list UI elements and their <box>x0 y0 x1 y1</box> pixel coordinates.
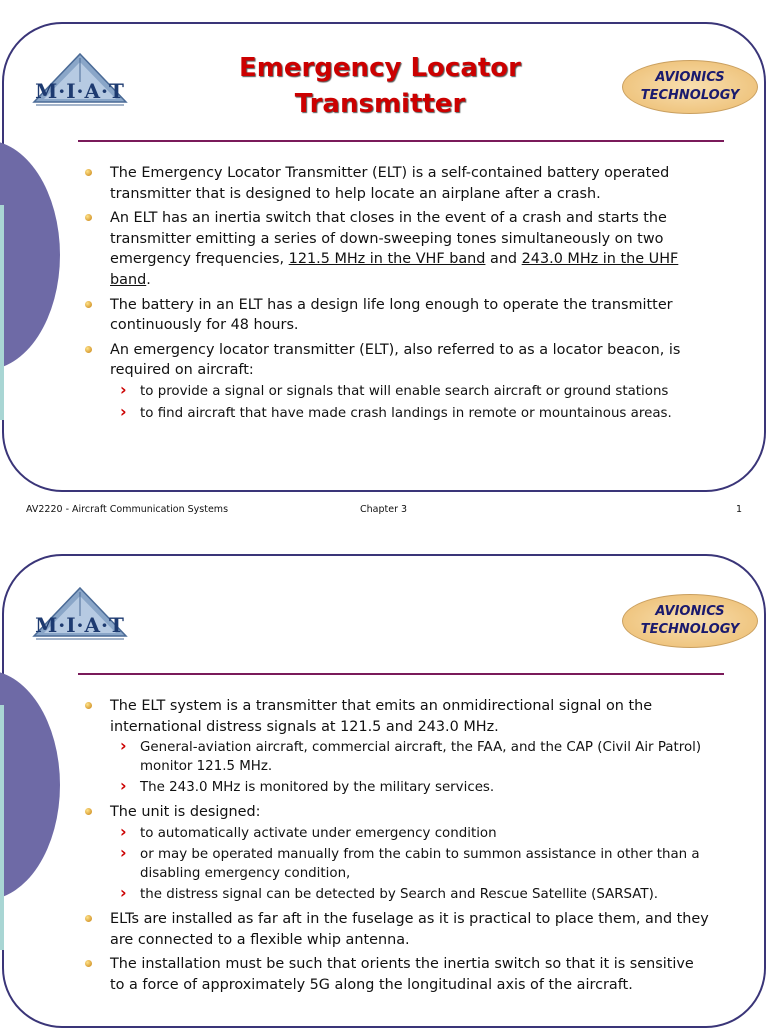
footer-page-number: 1 <box>736 504 743 515</box>
bullet-text: The ELT system is a transmitter that emits an onmidirectional signal on the international distress signals at 121.5 and 243.0 MHz. <box>110 698 653 735</box>
badge-line-2: TECHNOLOGY <box>640 88 740 103</box>
avionics-badge <box>622 594 758 648</box>
bullet-text: The unit is designed: <box>110 803 261 820</box>
bullet-item <box>82 696 712 798</box>
title-line-1: Emergency Locator <box>239 53 521 83</box>
bullet-item <box>82 802 712 905</box>
bullet-text: The Emergency Locator Transmitter (ELT) is a self-contained battery operated transmitter that is designed to help locate an airplane after a crash. <box>110 165 670 202</box>
sub-bullet-item: › The 243.0 MHz is monitored by the military services. <box>110 779 712 798</box>
svg-text:M·I·A·T: M·I·A·T <box>35 613 125 637</box>
sub-bullet-item: › or may be operated manually from the cabin to summon assistance in other than a disabling emergency condition, <box>110 846 712 883</box>
bullet-text: The installation must be such that orients the inertia switch so that it is sensitive to a force of approximately 5G along the longitudinal axis of the aircraft. <box>110 956 694 993</box>
title-divider <box>78 140 724 142</box>
sub-bullet-item: › to automatically activate under emergency condition <box>110 825 712 844</box>
bullet-text: . <box>146 271 151 288</box>
sub-bullet-item: › the distress signal can be detected by Search and Rescue Satellite (SARSAT). <box>110 886 712 905</box>
bullet-list <box>82 696 712 995</box>
miat-logo <box>26 52 134 112</box>
slide-content <box>82 696 712 999</box>
bullet-item <box>82 163 712 204</box>
bullet-text: and <box>485 251 522 268</box>
sub-bullet-item: › General-aviation aircraft, commercial aircraft, the FAA, and the CAP (Civil Air Patrol) monitor 121.5 MHz. <box>110 739 712 776</box>
bullet-item <box>82 954 712 995</box>
bullet-item <box>82 340 712 423</box>
footer-chapter: Chapter 3 <box>360 504 408 515</box>
badge-line-1: AVIONICS <box>655 70 725 85</box>
svg-text:M·I·A·T: M·I·A·T <box>35 79 125 103</box>
sub-bullet-list <box>110 383 712 423</box>
slide-title <box>200 50 560 122</box>
bullet-text: An emergency locator transmitter (ELT), also referred to as a locator beacon, is required on aircraft: <box>110 341 681 379</box>
badge-line-2: TECHNOLOGY <box>640 622 740 637</box>
badge-line-1: AVIONICS <box>655 604 725 619</box>
uhf-frequency-link[interactable]: 243.0 MHz in the UHF band <box>110 251 679 288</box>
vhf-frequency-link[interactable]: 121.5 MHz in the VHF band <box>288 251 486 268</box>
slide-content <box>82 163 712 427</box>
sub-bullet-list <box>110 739 712 798</box>
avionics-badge <box>622 60 758 114</box>
bullet-text: The battery in an ELT has a design life long enough to operate the transmitter continuously for 48 hours. <box>110 296 673 334</box>
decorative-bar <box>0 205 4 420</box>
sub-bullet-list <box>110 825 712 905</box>
bullet-text: ELTs are installed as far aft in the fuselage as it is practical to place them, and they are connected to a flexible whip antenna. <box>110 910 709 948</box>
title-divider <box>78 673 724 675</box>
bullet-item <box>82 208 712 290</box>
bullet-text: An ELT has an inertia switch that closes in the event of a crash and starts the transmitter emitting a series of down-sweeping tones simultaneously on two emergency frequencies, <box>110 210 667 268</box>
miat-logo <box>26 586 134 646</box>
sub-bullet-item: › to find aircraft that have made crash landings in remote or mountainous areas. <box>110 405 712 424</box>
bullet-list <box>82 163 712 423</box>
bullet-item <box>82 295 712 336</box>
slide-2 <box>0 530 768 1024</box>
bullet-item <box>82 909 712 950</box>
footer-course: AV2220 - Aircraft Communication Systems <box>26 504 229 515</box>
title-line-2: Transmitter <box>294 89 466 119</box>
decorative-bar <box>0 705 4 950</box>
sub-bullet-item: › to provide a signal or signals that will enable search aircraft or ground stations <box>110 383 712 402</box>
